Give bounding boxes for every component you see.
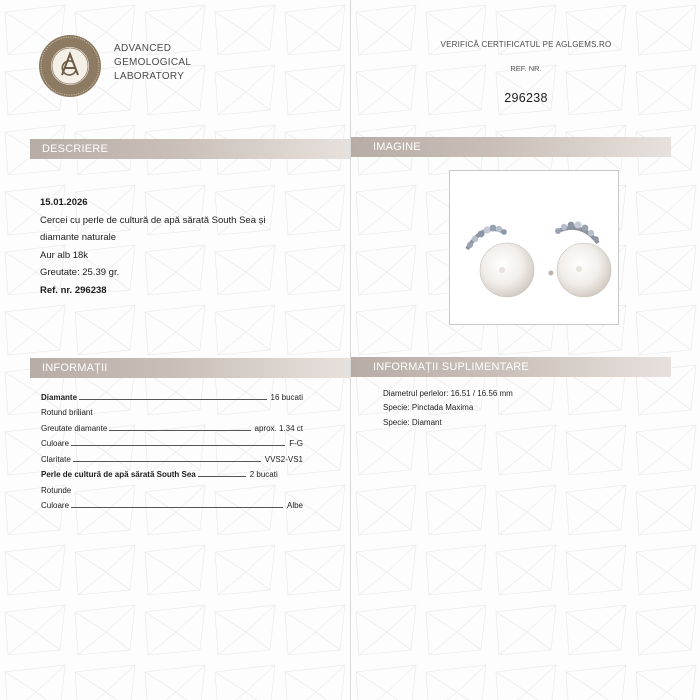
right-earring — [549, 221, 612, 297]
info-label: Culoare — [41, 439, 70, 448]
info-row — [41, 417, 303, 433]
info-value: 16 bucati — [270, 392, 303, 402]
ref-number-value: 296238 — [504, 91, 548, 105]
left-earring — [467, 225, 534, 297]
info-value: aprox. 1.34 ct — [254, 423, 303, 433]
info-row — [41, 433, 303, 449]
ref-number-label: REF. NR. — [510, 64, 542, 73]
supplementary-info-header: INFORMAȚII SUPLIMENTARE — [351, 357, 671, 377]
lab-name-line: LABORATORY — [114, 71, 185, 82]
lab-seal-logo — [38, 34, 102, 98]
verify-certificate-text: VERIFICĂ CERTIFICATUL PE AGLGEMS.RO — [440, 40, 612, 49]
info-row — [41, 495, 303, 511]
leader-line — [71, 445, 285, 446]
info-label: Perle de cultură de apă sărată South Sea — [41, 470, 196, 479]
supplementary-info — [383, 387, 513, 430]
earrings-photo — [450, 171, 618, 324]
info-label: Rotund briliant — [41, 408, 93, 417]
info-value: VVS2-VS1 — [264, 454, 303, 464]
product-image-frame — [449, 170, 619, 325]
reference-number: Ref. nr. 296238 — [40, 284, 107, 296]
certificate-right-page — [350, 0, 700, 700]
supp-line: Specie: Pinctada Maxima — [383, 403, 474, 413]
leader-line — [73, 461, 261, 462]
leader-line — [79, 399, 267, 400]
info-row — [41, 448, 303, 464]
info-row — [41, 402, 303, 418]
info-value: Albe — [286, 501, 303, 510]
info-label: Greutate diamante — [41, 423, 108, 433]
supp-line: Specie: Diamant — [383, 417, 442, 427]
info-value: 2 bucati — [249, 470, 278, 479]
leader-line — [198, 476, 246, 477]
description-line: diamante naturale — [40, 232, 117, 243]
certificate-date: 15.01.2026 — [40, 197, 88, 208]
image-section-header: IMAGINE — [351, 137, 671, 157]
info-section-header: INFORMAȚII — [30, 358, 350, 378]
info-label: Rotunde — [41, 485, 72, 495]
supp-line: Diametrul perlelor: 16.51 / 16.56 mm — [383, 389, 513, 398]
leader-line — [71, 507, 283, 508]
info-row — [41, 479, 303, 495]
security-background-pattern — [351, 0, 700, 700]
lab-name-line: GEMOLOGICAL — [114, 57, 192, 68]
info-label: Culoare — [41, 501, 70, 510]
metal-type: Aur alb 18k — [40, 249, 89, 261]
leader-line — [109, 430, 250, 431]
description-section-header: DESCRIERE — [30, 139, 350, 159]
description-block — [40, 194, 266, 299]
info-label: Diamante — [41, 392, 78, 402]
info-row — [41, 386, 303, 402]
info-table — [41, 386, 303, 510]
lab-name — [114, 42, 191, 84]
info-value: F-G — [289, 439, 303, 448]
lab-name-line: ADVANCED — [114, 43, 172, 54]
info-row — [41, 464, 303, 480]
info-label: Claritate — [41, 454, 71, 464]
total-weight: Greutate: 25.39 gr. — [40, 267, 120, 278]
description-line: Cercei cu perle de cultură de apă sărată South Sea și — [40, 214, 266, 226]
